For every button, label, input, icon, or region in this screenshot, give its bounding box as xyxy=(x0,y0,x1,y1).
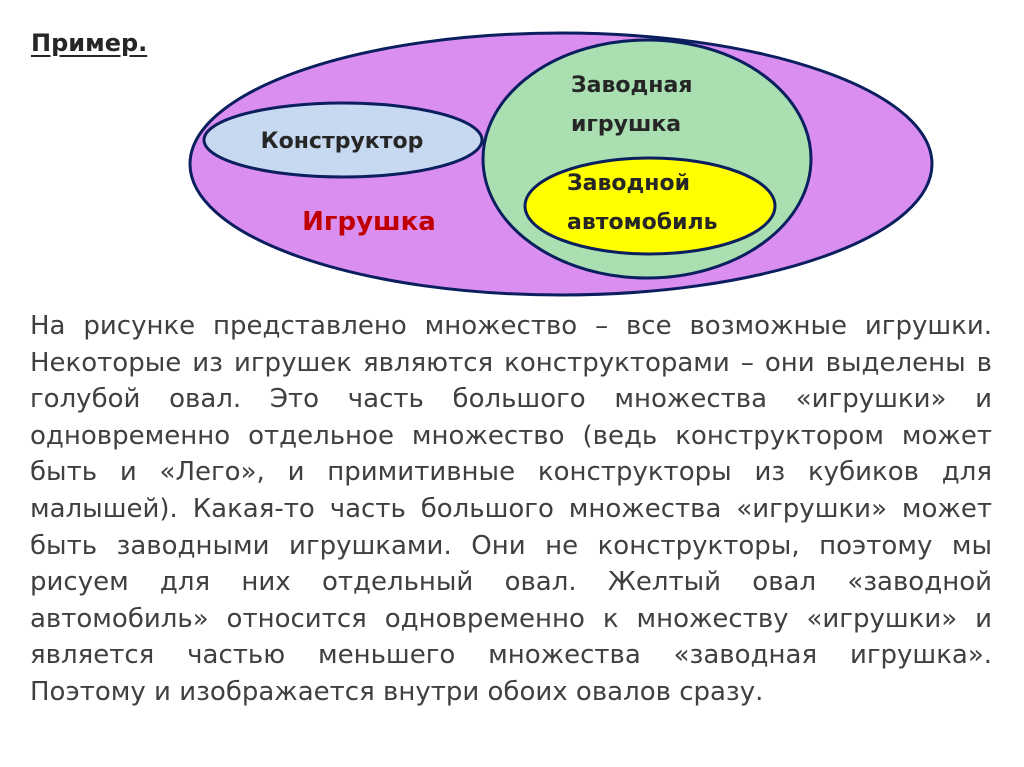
set-diagram xyxy=(0,0,1024,300)
constructor-label: Конструктор xyxy=(260,129,424,154)
example-heading: Пример. xyxy=(31,29,148,57)
wind-up-car-label-line2: автомобиль xyxy=(567,210,718,235)
wind-up-toy-label-line1: Заводная xyxy=(571,73,693,98)
wind-up-car-label-line1: Заводной xyxy=(567,171,691,196)
explanation-paragraph: На рисунке представлено множество – все возможные игрушки. Некоторые из игрушек являются конструкторами – они выделены в голубой овал. Это часть большого множества «игрушки» и одновременно отдельное множество (ведь конструктором может быть и «Лего», и примитивные конструкторы из кубиков для малышей). Какая-то часть большого множества «игрушки» может быть заводными игрушками. Они не конструкторы, поэтому мы рисуем для них отдельный овал. Желтый овал «заводной автомобиль» относится одновременно к множеству «игрушки» и является частью меньшего множества «заводная игрушка». Поэтому и изображается внутри обоих овалов сразу. xyxy=(30,311,992,707)
toys-label: Игрушка xyxy=(302,207,436,237)
wind-up-toy-label-line2: игрушка xyxy=(571,112,682,137)
